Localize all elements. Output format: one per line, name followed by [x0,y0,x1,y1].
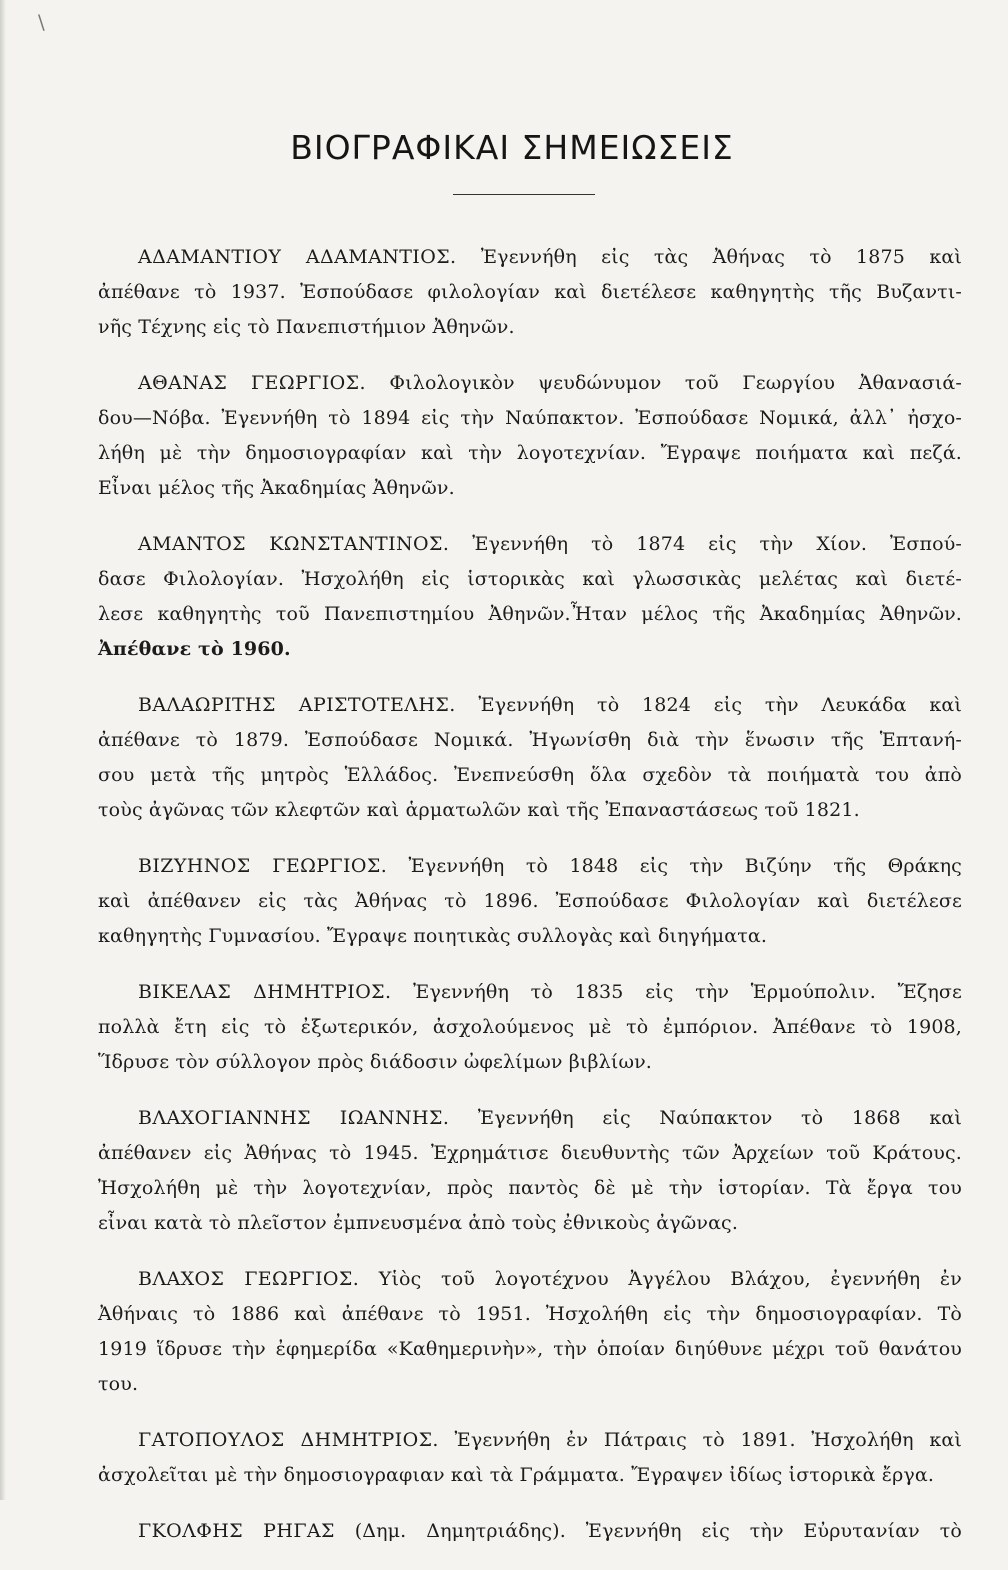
entry-line: Ἵδρυσε τὸν σύλλογον πρὸς διάδοσιν ὠφελίμων βιβλίων. [98,1051,652,1073]
biography-entry [98,1262,962,1402]
entry-text: (Δημ. Δημητριάδης). Ἐγεννήθη εἰς τὴν Εὐρυτανίαν τὸ [354,1520,962,1542]
entry-name: ΓΑΤΟΠΟΥΛΟΣ ΔΗΜΗΤΡΙΟΣ. [138,1429,439,1451]
entry-text: Ἐγεννήθη τὸ 1824 εἰς τὴν Λευκάδα καὶ [478,694,962,716]
page-title: ΒΙΟΓΡΑΦΙΚΑΙ ΣΗΜΕΙΩΣΕΙΣ [290,128,734,167]
biography-entry [98,240,962,345]
biography-entry [98,1423,962,1493]
entry-name: ΒΑΛΑΩΡΙΤΗΣ ΑΡΙΣΤΟΤΕΛΗΣ. [138,694,456,716]
entry-line: σου μετὰ τῆς μητρὸς Ἑλλάδος. Ἐνεπνεύσθη ὅλα σχεδὸν τὰ ποιήματὰ του ἀπὸ [98,764,962,786]
entry-first-line [98,975,962,1010]
entry-first-line [98,366,962,401]
entry-line: ἀπέθανε τὸ 1937. Ἐσπούδασε φιλολογίαν καὶ διετέλεσε καθηγητὴς τῆς Βυζαντι- [98,281,962,303]
entry-line: λήθη μὲ τὴν δημοσιογραφίαν καὶ τὴν λογοτεχνίαν. Ἔγραψε ποιήματα καὶ πεζά. [98,442,962,464]
entry-line: Ἠσχολήθη μὲ τὴν λογοτεχνίαν, πρὸς παντὸς δὲ μὲ τὴν ἱστορίαν. Τὰ ἔργα του [98,1177,962,1199]
entry-line: ἀσχολεῖται μὲ τὴν δημοσιογραφιαν καὶ τὰ Γράμματα. Ἔγραψεν ἰδίως ἱστορικὰ ἔργα. [98,1464,935,1486]
entry-line: δου—Νόβα. Ἐγεννήθη τὸ 1894 εἰς τὴν Ναύπακτον. Ἐσπούδασε Νομικά, ἀλλ᾽ ἠσχο- [98,407,962,429]
entry-text: Ἐγεννήθη τὸ 1835 εἰς τὴν Ἑρμούπολιν. Ἔζησε [413,981,962,1003]
entry-name: ΑΔΑΜΑΝΤΙΟΥ ΑΔΑΜΑΝΤΙΟΣ. [138,246,457,268]
entry-line: λεσε καθηγητὴς τοῦ Πανεπιστημίου Ἀθηνῶν.Ἦταν μέλος τῆς Ἀκαδημίας Ἀθηνῶν. [98,603,962,625]
entry-text: Φιλολογικὸν ψευδώνυμον τοῦ Γεωργίου Ἀθανασιά- [389,372,962,394]
biography-entry [98,975,962,1080]
entry-line: δασε Φιλολογίαν. Ἠσχολήθη εἰς ἱστορικὰς καὶ γλωσσικὰς μελέτας καὶ διετέ- [98,568,962,590]
entry-text: Ἐγεννήθη ἐν Πάτραις τὸ 1891. Ἠσχολήθη καὶ [454,1429,962,1451]
biography-entry [98,849,962,954]
biography-entry [98,688,962,828]
biography-entry [98,527,962,667]
entry-line: πολλὰ ἔτη εἰς τὸ ἐξωτερικόν, ἀσχολούμενος μὲ τὸ ἐμπόριον. Ἀπέθανε τὸ 1908, [98,1016,962,1038]
entry-line: 1919 ἵδρυσε τὴν ἐφημερίδα «Καθημερινὴν», τὴν ὁποίαν διηύθυνε μέχρι τοῦ θανάτου [98,1338,962,1360]
biography-entry [98,1514,962,1549]
entry-name: ΒΛΑΧΟΓΙΑΝΝΗΣ ΙΩΑΝΝΗΣ. [138,1107,450,1129]
entry-first-line [98,1423,962,1458]
entry-text: Υἱὸς τοῦ λογοτέχνου Ἀγγέλου Βλάχου, ἐγεννήθη ἐν [378,1268,962,1290]
entry-first-line [98,240,962,275]
entry-name: ΓΚΟΛΦΗΣ ΡΗΓΑΣ [138,1520,335,1542]
entry-line: Εἶναι μέλος τῆς Ἀκαδημίας Ἀθηνῶν. [98,477,455,499]
entry-first-line [98,1262,962,1297]
entry-first-line [98,1101,962,1136]
entry-death-line: Ἀπέθανε τὸ 1960. [98,638,291,660]
entry-text: Ἐγεννήθη εἰς Ναύπακτον τὸ 1868 καὶ [477,1107,962,1129]
entry-line: ἀπέθανεν εἰς Ἀθήνας τὸ 1945. Ἐχρημάτισε διευθυντὴς τῶν Ἀρχείων τοῦ Κράτους. [98,1142,962,1164]
biography-entries [98,240,962,1570]
entry-line: του. [98,1373,139,1395]
title-divider [453,194,595,195]
entry-first-line [98,1514,962,1549]
entry-text: Ἐγεννήθη τὸ 1848 εἰς τὴν Βιζύην τῆς Θράκης [408,855,962,877]
biography-entry [98,1101,962,1241]
edge-mark: \ [38,10,45,34]
entry-name: ΒΙΚΕΛΑΣ ΔΗΜΗΤΡΙΟΣ. [138,981,392,1003]
entry-first-line [98,527,962,562]
entry-text: Ἐγεννήθη εἰς τὰς Ἀθήνας τὸ 1875 καὶ [480,246,962,268]
entry-first-line [98,688,962,723]
entry-name: ΒΛΑΧΟΣ ΓΕΩΡΓΙΟΣ. [138,1268,360,1290]
entry-name: ΑΜΑΝΤΟΣ ΚΩΝΣΤΑΝΤΙΝΟΣ. [138,533,450,555]
entry-line: καὶ ἀπέθανεν εἰς τὰς Ἀθήνας τὸ 1896. Ἐσπούδασε Φιλολογίαν καὶ διετέλεσε [98,890,962,912]
entry-line: εἶναι κατὰ τὸ πλεῖστον ἐμπνευσμένα ἀπὸ τοὺς ἐθνικοὺς ἀγῶνας. [98,1212,739,1234]
entry-name: ΒΙΖΥΗΝΟΣ ΓΕΩΡΓΙΟΣ. [138,855,388,877]
entry-line: καθηγητὴς Γυμνασίου. Ἔγραψε ποιητικὰς συλλογὰς καὶ διηγήματα. [98,925,768,947]
entry-first-line [98,849,962,884]
entry-name: ΑΘΑΝΑΣ ΓΕΩΡΓΙΟΣ. [138,372,366,394]
entry-line: Ἀθήναις τὸ 1886 καὶ ἀπέθανε τὸ 1951. Ἠσχολήθη εἰς τὴν δημοσιογραφίαν. Τὸ [98,1303,962,1325]
entry-line: νῆς Τέχνης εἰς τὸ Πανεπιστήμιον Ἀθηνῶν. [98,316,515,338]
entry-line: ἀπέθανε τὸ 1879. Ἐσπούδασε Νομικά. Ἠγωνίσθη διὰ τὴν ἕνωσιν τῆς Ἑπτανή- [98,729,962,751]
entry-text: Ἐγεννήθη τὸ 1874 εἰς τὴν Χίον. Ἐσπού- [472,533,962,555]
page-gutter-shadow [0,0,6,1500]
entry-line: τοὺς ἀγῶνας τῶν κλεφτῶν καὶ ἁρματωλῶν καὶ τῆς Ἐπαναστάσεως τοῦ 1821. [98,799,860,821]
biography-entry [98,366,962,506]
